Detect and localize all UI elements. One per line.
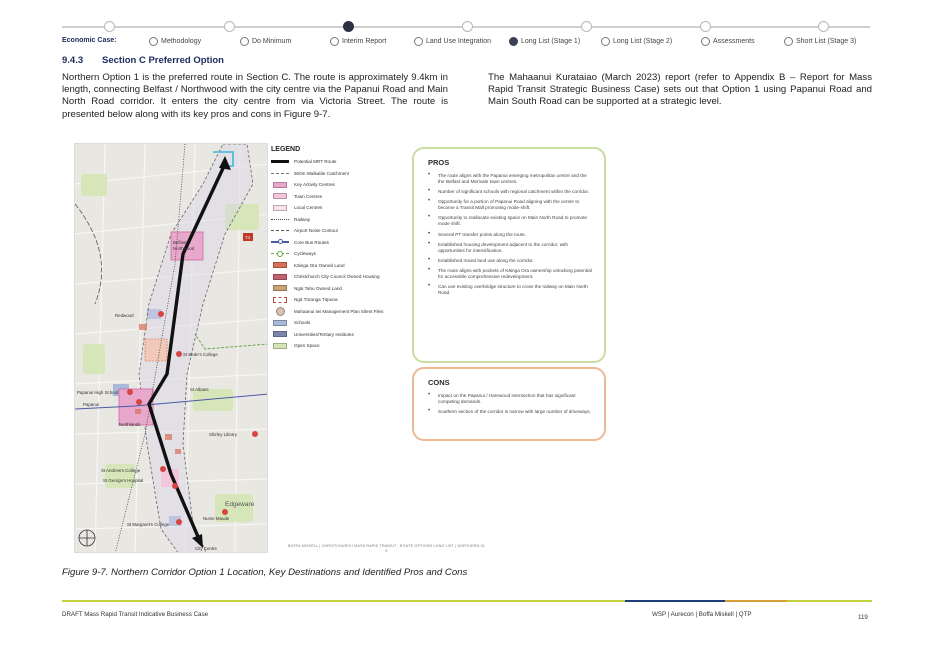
- footer-rule-accent-2: [725, 600, 787, 602]
- legend-symbol: [271, 320, 289, 326]
- map-label-northlands: Northlands: [119, 422, 141, 427]
- map-label-nurse-maude: Nurse Maude: [203, 516, 230, 521]
- legend-symbol: [271, 182, 289, 188]
- pros-item: • Established mixed land use along the corridor.: [428, 258, 592, 264]
- legend-item: [271, 179, 399, 191]
- footer-document-title: DRAFT Mass Rapid Transit Indicative Business Case: [62, 611, 209, 618]
- radio-icon: [240, 37, 249, 46]
- map-legend: [271, 146, 399, 352]
- pros-box: [412, 147, 606, 363]
- legend-item: [271, 156, 399, 168]
- footer-rule: [62, 600, 872, 602]
- legend-symbol: [271, 262, 289, 268]
- figure-caption: Figure 9-7. Northern Corridor Option 1 Location, Key Destinations and Identified Pros and Cons: [62, 567, 468, 578]
- legend-symbol: [271, 274, 289, 280]
- progress-dot: [818, 21, 829, 32]
- radio-icon: [414, 37, 423, 46]
- legend-item: [271, 260, 399, 272]
- pros-item: • The route aligns with pockets of Kāinga Ora ownership unlocking potential for accessible comprehensive redevelopment.: [428, 268, 592, 280]
- stage-long-list-2[interactable]: Long List (Stage 2): [601, 37, 672, 46]
- legend-symbol: [271, 170, 289, 176]
- map-label-st-margarets: St Margaret's College: [127, 522, 170, 527]
- stage-long-list-1[interactable]: Long List (Stage 1): [509, 37, 580, 46]
- stage-land-use-integration[interactable]: Land Use Integration: [414, 37, 491, 46]
- legend-label: Ngā Tūranga Tūpuna: [294, 297, 338, 303]
- map-label-papanui: Papanui: [83, 402, 100, 407]
- figure-credit-text: BOFFA MISKELL | CHRISTCHURCH MASS RAPID TRANSIT : ROUTE OPTIONS LONG LIST | NORTHERN 01: [288, 544, 485, 548]
- radio-icon: [701, 37, 710, 46]
- legend-item: [271, 202, 399, 214]
- legend-symbol: [271, 285, 289, 291]
- pros-item: • Number of significant schools with regional catchment within the corridor.: [428, 189, 592, 195]
- legend-symbol: [271, 159, 289, 165]
- legend-item: [271, 317, 399, 329]
- pros-title: PROS: [428, 158, 450, 167]
- pros-item: • Established housing development adjacent to the corridor, with opportunities for intensification.: [428, 242, 592, 254]
- legend-item: [271, 191, 399, 203]
- stage-assessments[interactable]: Assessments: [701, 37, 755, 46]
- legend-item: [271, 214, 399, 226]
- radio-icon: [601, 37, 610, 46]
- map-label-edgeware: Edgeware: [225, 501, 255, 508]
- legend-item: [271, 237, 399, 249]
- stage-interim-report[interactable]: Interim Report: [330, 37, 386, 46]
- map-label-redwood: Redwood: [115, 313, 134, 318]
- pros-item: • Several PT transfer points along the route.: [428, 232, 592, 238]
- pros-item: • Opportunity to reallocate existing space on Main North Road to promote mode shift.: [428, 215, 592, 227]
- page-number: 119: [858, 614, 868, 621]
- economic-case-label: Economic Case:: [62, 37, 117, 44]
- figure-credit-page: 5: [385, 549, 388, 553]
- cons-title: CONS: [428, 378, 450, 387]
- route-map-svg: [75, 144, 268, 553]
- section-number: 9.4.3: [62, 55, 84, 66]
- footer-authors: WSP | Aurecon | Boffa Miskell | QTP: [652, 611, 752, 618]
- map-label-northwood: Northwood: [173, 246, 195, 251]
- cons-list: [428, 393, 592, 419]
- figure-credit: [288, 544, 485, 553]
- legend-label: Town Centres: [294, 193, 323, 199]
- legend-symbol: [271, 205, 289, 211]
- map-label-shirley-library: Shirley Library: [209, 432, 238, 437]
- route-map: [74, 143, 268, 553]
- legend-item: [271, 225, 399, 237]
- pros-item: • The route aligns with the Papanui emerging metropolitan centre and the the Belfast and Merivale town centres.: [428, 173, 592, 185]
- stage-do-minimum[interactable]: Do Minimum: [240, 37, 291, 46]
- legend-label: Core Bus Routes: [294, 239, 329, 245]
- legend-symbol: [271, 251, 289, 257]
- body-paragraph-left: Northern Option 1 is the preferred route in Section C. The route is approximately 9.4km in length, connecting Belfast / Northwood with the city centre via the Papanui Road and Main North Road corridor. It enters the city centre from via Victoria Street. The route is presented below along with its key pros and cons in Figure 9-7.: [62, 72, 448, 120]
- figure-9-7: [74, 143, 610, 557]
- progress-dot-current: [343, 21, 354, 32]
- legend-symbol: [271, 331, 289, 337]
- section-title: Section C Preferred Option: [102, 55, 224, 66]
- legend-label: Universities/Tertiary Institutes: [294, 331, 354, 337]
- stage-short-list-3[interactable]: Short List (Stage 3): [784, 37, 856, 46]
- north-arrow-icon: [79, 530, 95, 546]
- legend-item: [271, 271, 399, 283]
- progress-dot: [224, 21, 235, 32]
- section-heading: [62, 55, 224, 66]
- legend-symbol: [271, 228, 289, 234]
- map-label-road-number: 74: [245, 235, 251, 240]
- legend-item: [271, 294, 399, 306]
- legend-label: Local Centres: [294, 205, 323, 211]
- map-label-belfast: Belfast: [173, 240, 187, 245]
- radio-icon: [149, 37, 158, 46]
- map-label-st-andrews: St Andrew's College: [101, 468, 141, 473]
- legend-item: [271, 248, 399, 260]
- stage-progress-bar: [62, 18, 870, 52]
- legend-label: Railway: [294, 216, 311, 222]
- legend-symbol: [271, 308, 289, 314]
- radio-icon: [330, 37, 339, 46]
- legend-label: Key Activity Centres: [294, 182, 335, 188]
- legend-item: [271, 283, 399, 295]
- cons-item: • Impact on the Papanui / Harewood intersection that has significant competing demands.: [428, 393, 592, 405]
- legend-label: Open Space: [294, 343, 320, 349]
- legend-item: [271, 340, 399, 352]
- legend-symbol: [271, 343, 289, 349]
- progress-dot: [104, 21, 115, 32]
- legend-symbol: [271, 216, 289, 222]
- stage-methodology[interactable]: Methodology: [149, 37, 201, 46]
- legend-item: [271, 168, 399, 180]
- legend-label: Schools: [294, 320, 311, 326]
- legend-item: [271, 329, 399, 341]
- map-label-st-bedes: St Bede's College: [183, 352, 218, 357]
- legend-label: Kāinga Ora Owned Land: [294, 262, 345, 268]
- legend-label: Cycleways: [294, 251, 316, 257]
- legend-title: LEGEND: [271, 146, 301, 153]
- legend-label: Airport Noise Contour: [294, 228, 339, 234]
- pros-list: [428, 173, 592, 300]
- legend-label: 500m Walkable Catchment: [294, 170, 349, 176]
- footer-rule-accent-1: [625, 600, 725, 602]
- map-label-st-georges: St George's Hospital: [103, 478, 144, 483]
- legend-symbol: [271, 239, 289, 245]
- map-label-city-centre: City Centre: [195, 546, 217, 551]
- radio-selected-icon: [509, 37, 518, 46]
- body-paragraph-right: The Mahaanui Kurataiao (March 2023) report (refer to Appendix B – Report for Mass Rapid Transit Strategic Business Case) sets out that Option 1 using Papanui Road and Main South Road can be supported at a strategic level.: [488, 72, 872, 108]
- legend-label: Christchurch City Council Owned Housing: [294, 274, 380, 280]
- legend-label: Potential MRT Route: [294, 159, 337, 165]
- legend-symbol: [271, 297, 289, 303]
- progress-dot: [700, 21, 711, 32]
- progress-dot: [581, 21, 592, 32]
- progress-dot: [462, 21, 473, 32]
- pros-item: • Can use existing overbridge structure to cross the railway on Main North Road.: [428, 284, 592, 296]
- legend-label: Ngāi Tahu Owned Land: [294, 285, 342, 291]
- legend-symbol: [271, 193, 289, 199]
- cons-item: • Southern section of the corridor is narrow with large number of driveways.: [428, 409, 592, 415]
- legend-item: [271, 306, 399, 318]
- map-label-st-albans: St Albans: [190, 387, 209, 392]
- map-label-papanui-high: Papanui High School: [77, 390, 119, 395]
- legend-label: Mahaanui Iwi Management Plan Silent Files: [294, 308, 384, 314]
- pros-item: • Opportunity for a portion of Papanui Road aligning with the centre to become a Transit Mall promoting mode-shift.: [428, 199, 592, 211]
- cons-box: [412, 367, 606, 441]
- radio-icon: [784, 37, 793, 46]
